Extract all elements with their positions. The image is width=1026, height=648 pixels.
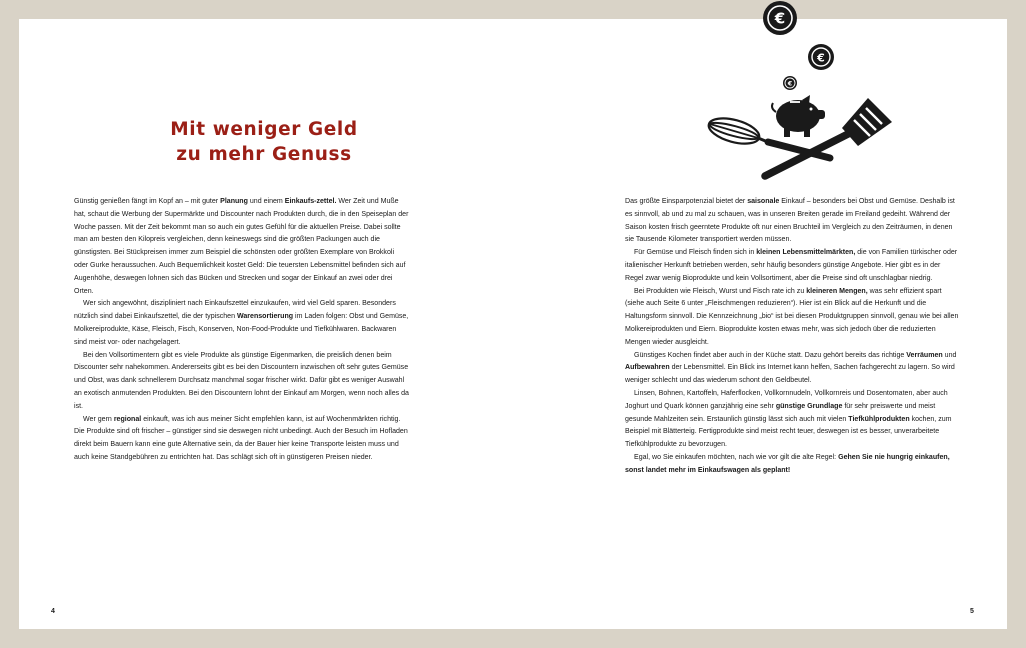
bold-text: Verräumen bbox=[906, 351, 943, 359]
paragraph bbox=[625, 388, 960, 452]
savings-illustration bbox=[670, 0, 900, 180]
euro-coin-icon bbox=[763, 1, 797, 35]
paragraph bbox=[74, 298, 409, 349]
body-text: einkauft, was ich aus meiner Sicht empfehlen kann, ist auf Wochenmärkten richtig. Die Produkte sind oft frischer – günstiger sind sie deswegen nicht unbedingt. Auch der Besuch im Hofladen direkt beim Bauern kann eine gute Alternative sein, da der Bauer hier keine Transporte leisten muss und auch keine Standgebühren zu entrichten hat. Das schlägt sich oft in günstigeren Preisen nieder. bbox=[74, 415, 408, 461]
title-line-1: Mit weniger Geld bbox=[170, 119, 358, 140]
body-text: Bei Produkten wie Fleisch, Wurst und Fisch rate ich zu bbox=[634, 287, 807, 295]
page-number-right: 5 bbox=[970, 608, 974, 615]
bold-text: Planung bbox=[220, 198, 248, 205]
euro-coin-icon bbox=[808, 44, 834, 70]
svg-text:€: € bbox=[787, 79, 793, 88]
svg-text:€: € bbox=[774, 9, 786, 28]
body-text: und bbox=[942, 351, 957, 359]
book-spread bbox=[19, 9, 1007, 629]
body-text: der Lebensmittel. Ein Blick ins Internet kann helfen, Sachen fachgerecht zu lagern. So wird weniger schlecht und das wiederum schont den Geldbeutel. bbox=[625, 364, 955, 385]
right-text-column bbox=[625, 196, 960, 478]
paragraph bbox=[625, 196, 960, 247]
euro-coin-icon bbox=[783, 76, 797, 90]
body-text: für sehr preiswerte und meist gesunde Mahlzeiten sein. Erstaunlich günstig lässt sich auch mit vielen bbox=[625, 402, 936, 423]
paragraph bbox=[625, 247, 960, 285]
bold-text: Aufbewahren bbox=[625, 364, 670, 372]
bold-text: Gehen Sie nie hungrig einkaufen, sonst landet mehr im Einkaufswagen als geplant! bbox=[625, 453, 950, 474]
body-text: Einkauf – besonders bei Obst und Gemüse. Deshalb ist es sinnvoll, ab und zu mal zu schauen, was in unseren Breiten gerade im Freiland gedeiht. Während der Saison kosten frisch geerntete Produkte oft nur einen Bruchteil im Vergleich zu den Zeiträumen, in denen sie Tausende Kilometer transportiert werden müssen. bbox=[625, 198, 955, 244]
body-text: was sehr effizient spart (siehe auch Seite 6 unter „Fleischmengen reduzieren“). Hier ist ein Blick auf die Herkunft und die Haltungsform sinnvoll. Die Kennzeichnung „bio“ ist bei diesen Produktgruppen sinnvoll, genau wie bei allen Molkereiprodukten und Eiern. Bioprodukte kosten etwas mehr, was sich jedoch über die reduzierten Mengen wieder ausgleicht. bbox=[625, 287, 959, 346]
bold-text: regional bbox=[113, 415, 142, 423]
body-text: Bei den Vollsortimentern gibt es viele Produkte als günstige Eigenmarken, die preislich denen beim Discounter sehr nahekommen. Andererseits gibt es bei den Discountern inzwischen oft sehr gutes Gemüse und Obst, was dank schnellerem Durchsatz manchmal sogar frischer wirkt. Dafür gibt es weniger Auswahl an exotisch anmutenden Produkten. Bei den Discountern lohnt der Einkauf am Morgen, wenn noch alles da ist. bbox=[74, 351, 409, 410]
body-text: Linsen, Bohnen, Kartoffeln, Haferflocken, Vollkornnudeln, Vollkornreis und Dosentomaten, aber auch Joghurt und Quark können ganzjährig eine sehr bbox=[625, 389, 948, 410]
title-line-2: zu mehr Genuss bbox=[176, 144, 352, 165]
body-text: Günstig genießen fängt im Kopf an – mit guter bbox=[74, 198, 221, 205]
bold-text: Einkaufs-zettel. bbox=[284, 198, 337, 205]
body-text: die von Familien türkischer oder italienischer Herkunft betrieben werden, sehr häufig besonders günstige Angebote. Hier gibt es in der Regel zwar wenig Bioprodukte und kein Vollsortiment, aber die Preise sind oft unschlagbar niedrig. bbox=[625, 249, 958, 282]
body-text: Wer sich angewöhnt, diszipliniert nach Einkaufszettel einzukaufen, wird viel Geld sparen. Besonders nützlich sind dabei Einkaufszettel, die der typischen bbox=[74, 300, 396, 321]
paragraph bbox=[74, 414, 409, 465]
paragraph bbox=[74, 350, 409, 414]
left-text-column bbox=[74, 196, 409, 465]
body-text: Günstiges Kochen findet aber auch in der Küche statt. Dazu gehört bereits das richtige bbox=[634, 351, 907, 359]
page-number-left: 4 bbox=[51, 608, 55, 615]
body-text: Das größte Einsparpotenzial bietet der bbox=[625, 198, 748, 205]
body-text: im Laden folgen: Obst und Gemüse, Molkereiprodukte, Käse, Fleisch, Fisch, Konserven, Non-Food-Produkte und Tiefkühlwaren. Backwaren sind meist vor- oder nachgelagert. bbox=[74, 313, 409, 346]
body-text: Wer Zeit und Muße hat, schaut die Werbung der Supermärkte und Discounter nach Produkten durch, die in den Speiseplan der Woche passen. Mit der Zeit bekommt man so auch ein gutes Gefühl für die aktuellen Preise. Dabei sollte man am besten den Kilopreis vergleichen, denn keineswegs sind die größten Packungen auch die günstigsten. Bei Stückpreisen immer zum Beispiel die schönsten oder größten Exemplare von Brokkoli oder Gurke heraussuchen. Auch Bequemlichkeit kostet Geld: Die teuersten Lebensmittel befinden sich auf Augenhöhe, deswegen lohnen sich das Bücken und Strecken und sogar der Einkauf an zwei oder drei Orten. bbox=[74, 198, 409, 295]
bold-text: Tiefkühlprodukten bbox=[848, 415, 910, 423]
body-text: Für Gemüse und Fleisch finden sich in bbox=[634, 249, 757, 257]
body-text: Wer gern bbox=[83, 415, 114, 423]
body-text: und einem bbox=[247, 198, 285, 205]
bold-text: Warensortierung bbox=[236, 313, 294, 321]
body-text: kochen, zum Beispiel mit Blätterteig. Fertigprodukte sind meist recht teuer, deswegen ist es besser, unverarbeitete Tiefkühlprodukte zu bevorzugen. bbox=[625, 415, 952, 449]
svg-text:€: € bbox=[817, 51, 825, 65]
paragraph bbox=[625, 452, 960, 478]
paragraph bbox=[625, 350, 960, 388]
paragraph bbox=[625, 286, 960, 350]
bold-text: kleineren Mengen, bbox=[806, 287, 868, 295]
bold-text: saisonale bbox=[747, 198, 780, 205]
piggy-bank-icon bbox=[772, 95, 825, 137]
body-text: Egal, wo Sie einkaufen möchten, nach wie vor gilt die alte Regel: bbox=[634, 453, 839, 461]
paragraph bbox=[74, 196, 409, 298]
bold-text: günstige Grundlage bbox=[775, 402, 843, 410]
page-title bbox=[149, 117, 379, 167]
bold-text: kleinen Lebensmittelmärkten, bbox=[756, 249, 856, 257]
